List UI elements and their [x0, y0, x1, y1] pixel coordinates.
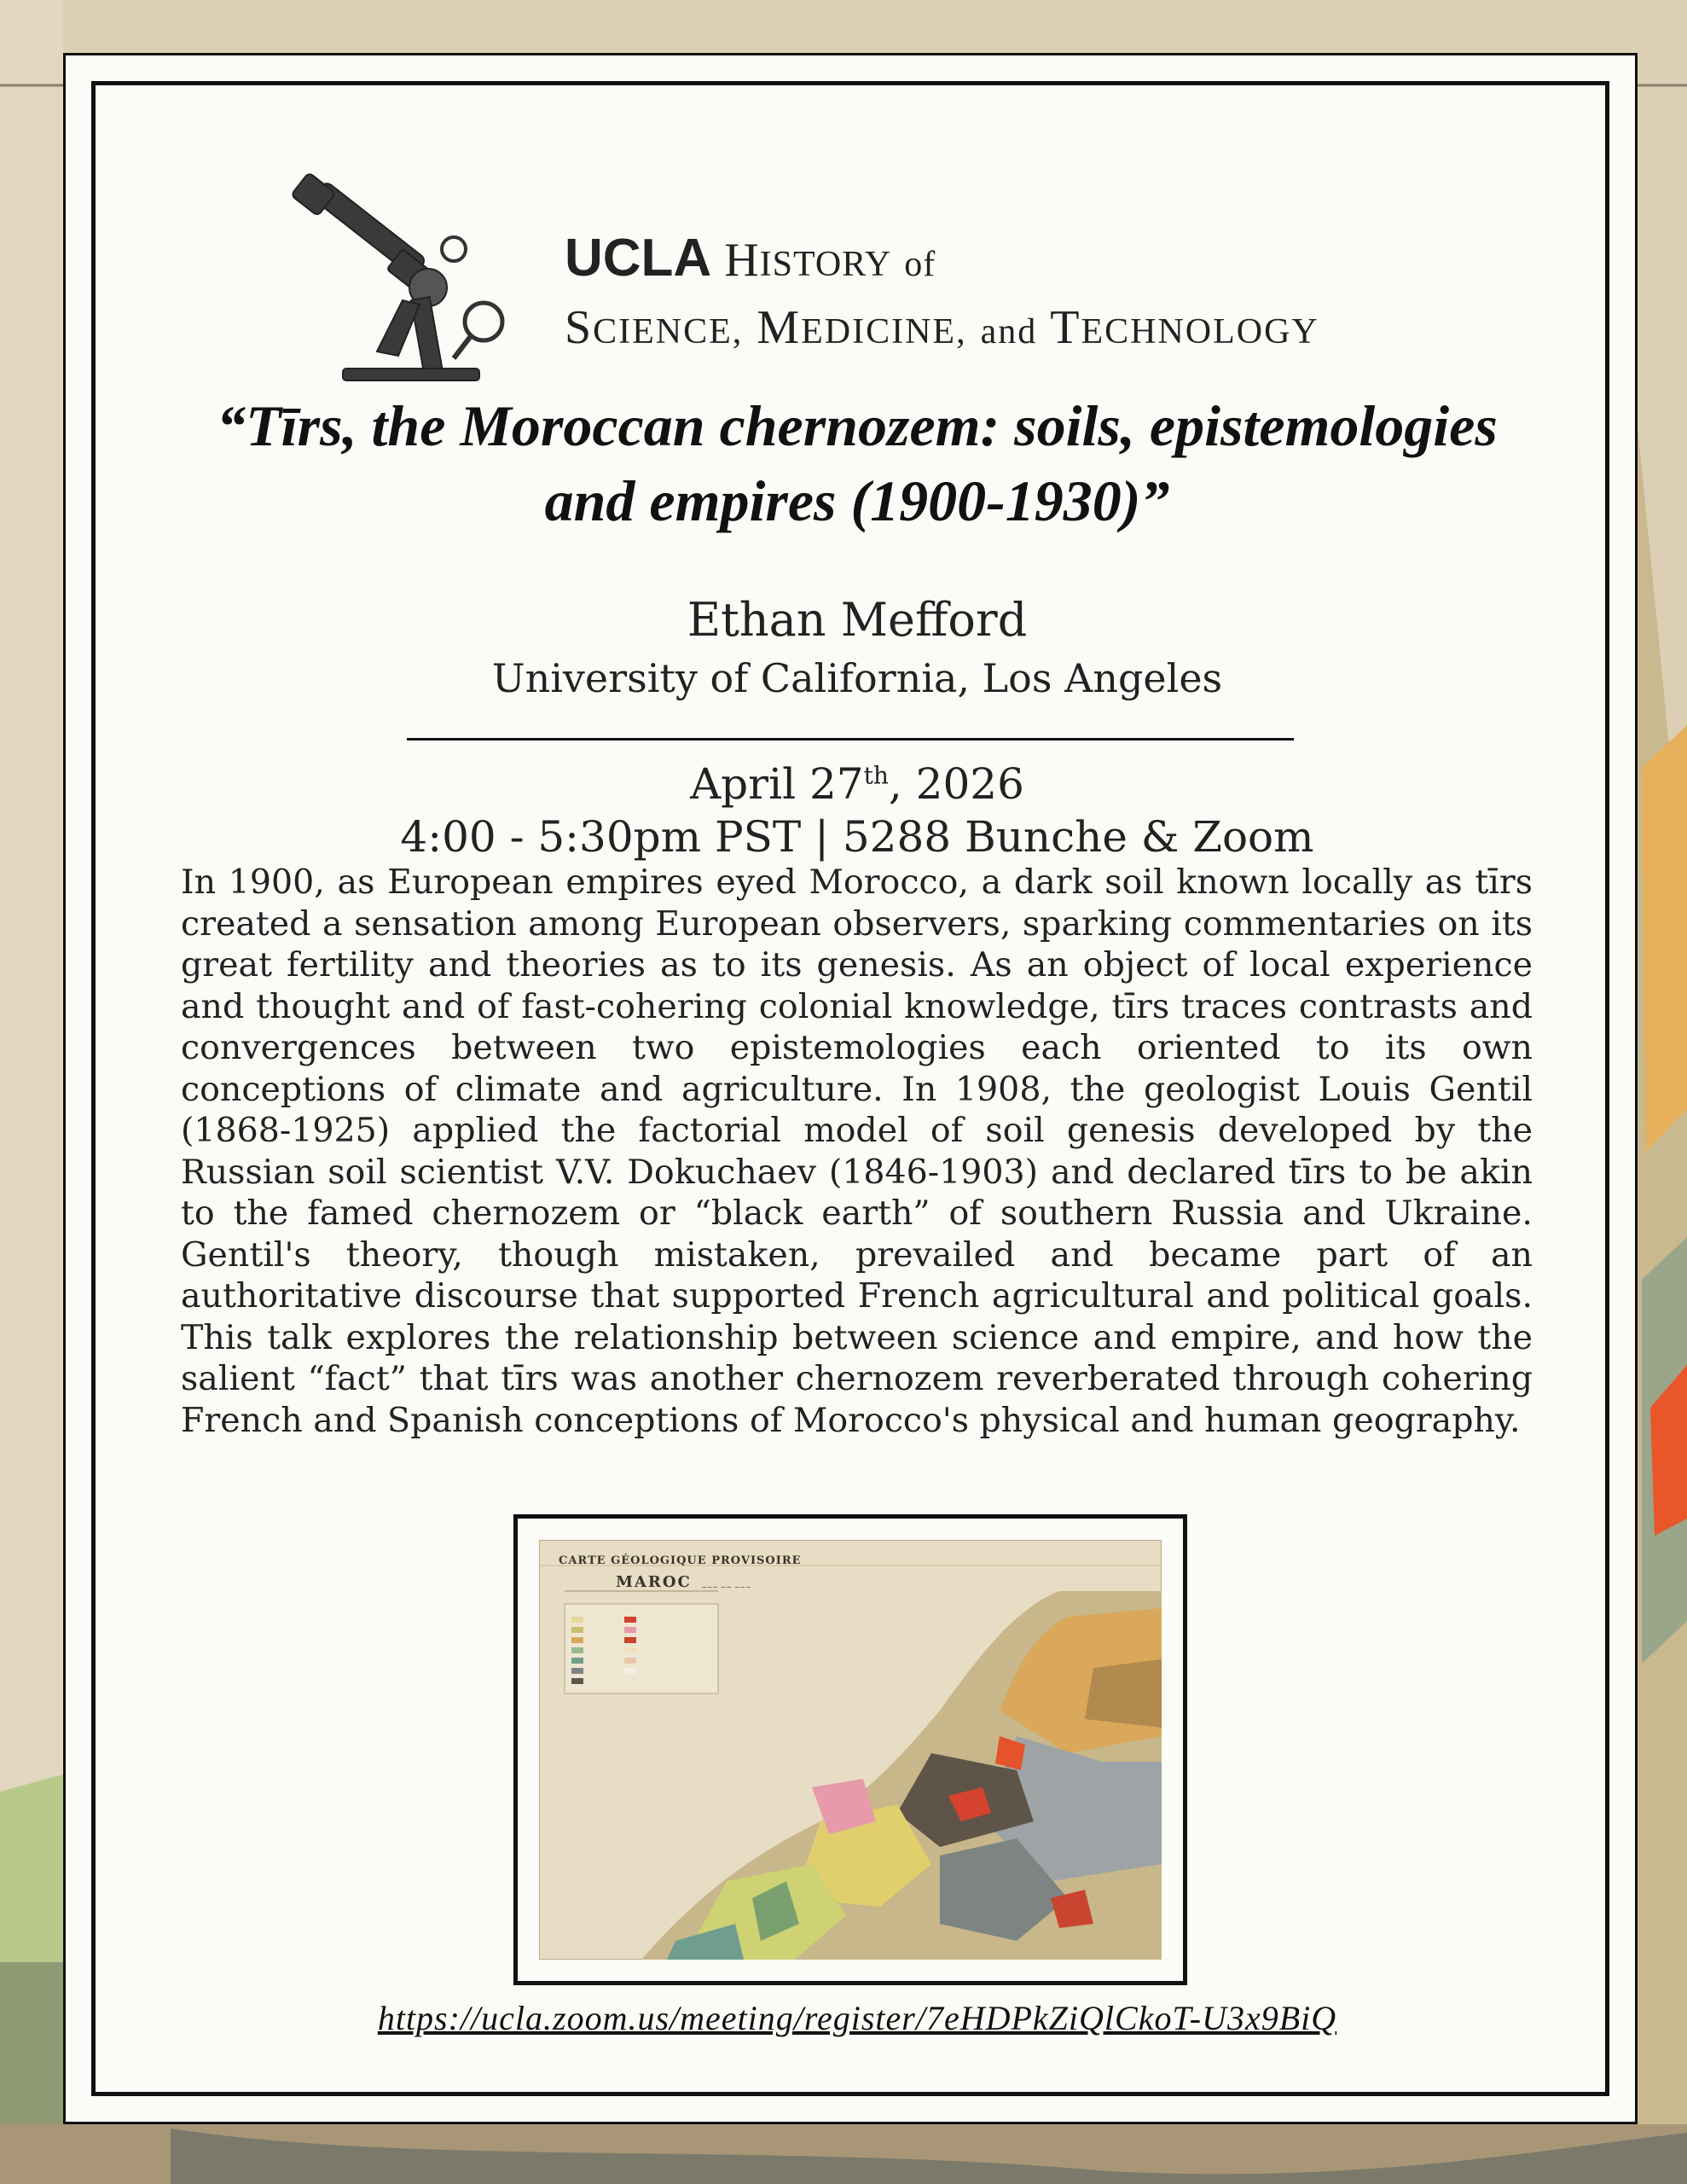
department-logo — [292, 147, 1486, 403]
event-time-location: 4:00 - 5:30pm PST | 5288 Bunche & Zoom — [400, 812, 1314, 862]
event-date — [96, 759, 1619, 809]
logo-technology-cap: T — [1050, 301, 1081, 354]
logo-medicine-rest: EDICINE, — [801, 312, 967, 351]
abstract-text: In 1900, as European empires eyed Morocco, a dark soil known locally as tīrs created a sensation among European observers, sparking commentaries on its great fertility and theories as to its genesis. As an object of local experience and thought and of fast-cohering colonial knowledge, tīrs traces contrasts and convergences between two epistemologies each oriented to its own conceptions of climate and agriculture. In 1908, the geologist Louis Gentil (1868-1925) applied the factorial model of soil genesis developed by the Russian soil scientist V.V. Dokuchaev (1846-1903) and declared tīrs to be akin to the famed chernozem or “black earth” of southern Russia and Ukraine. Gentil's theory, though mistaken, prevailed and became part of an authoritative discourse that supported French agricultural and political goals. This talk explores the relationship between science and empire, and how the salient “fact” that tīrs was another chernozem reverberated through cohering French and Spanish conceptions of Morocco's physical and human geography. — [181, 863, 1533, 1440]
divider — [407, 738, 1294, 741]
date-suffix: th — [863, 761, 889, 790]
logo-science-cap: S — [565, 301, 594, 354]
map-title-line-2: MAROC — [616, 1573, 692, 1591]
speaker-name: Ethan Mefford — [687, 593, 1028, 647]
logo-technology-rest: ECHNOLOGY — [1081, 312, 1319, 351]
logo-ucla: UCLA — [565, 229, 712, 288]
flyer-inner-border — [91, 81, 1609, 2096]
date-main: April 27 — [690, 759, 864, 809]
logo-line-2 — [565, 300, 1319, 355]
talk-title: “Tīrs, the Moroccan chernozem: soils, epistemologies and empires (1900-1930)” — [217, 393, 1498, 533]
zoom-registration-link[interactable]: https://ucla.zoom.us/meeting/register/7eHDPkZiQlCkoT-U3x9BiQ — [377, 1999, 1337, 2037]
map-title-line-1: CARTE GÉOLOGIQUE PROVISOIRE — [559, 1554, 802, 1567]
logo-of: of — [904, 245, 936, 284]
geological-map-image — [539, 1540, 1162, 1960]
date-year: , 2026 — [888, 759, 1024, 809]
svg-text:~~~ ~~ ~~~: ~~~ ~~ ~~~ — [701, 1583, 751, 1591]
logo-medicine-cap: M — [757, 301, 802, 354]
logo-science-rest: CIENCE, — [593, 312, 744, 351]
map-image-frame — [513, 1514, 1187, 1985]
speaker-affiliation: University of California, Los Angeles — [491, 655, 1223, 701]
logo-history-rest: ISTORY — [759, 245, 892, 284]
logo-and: and — [980, 312, 1038, 351]
flyer-card — [63, 53, 1638, 2124]
microscope-icon — [292, 147, 556, 403]
logo-history-cap: H — [724, 234, 760, 287]
logo-line-1 — [565, 228, 936, 288]
